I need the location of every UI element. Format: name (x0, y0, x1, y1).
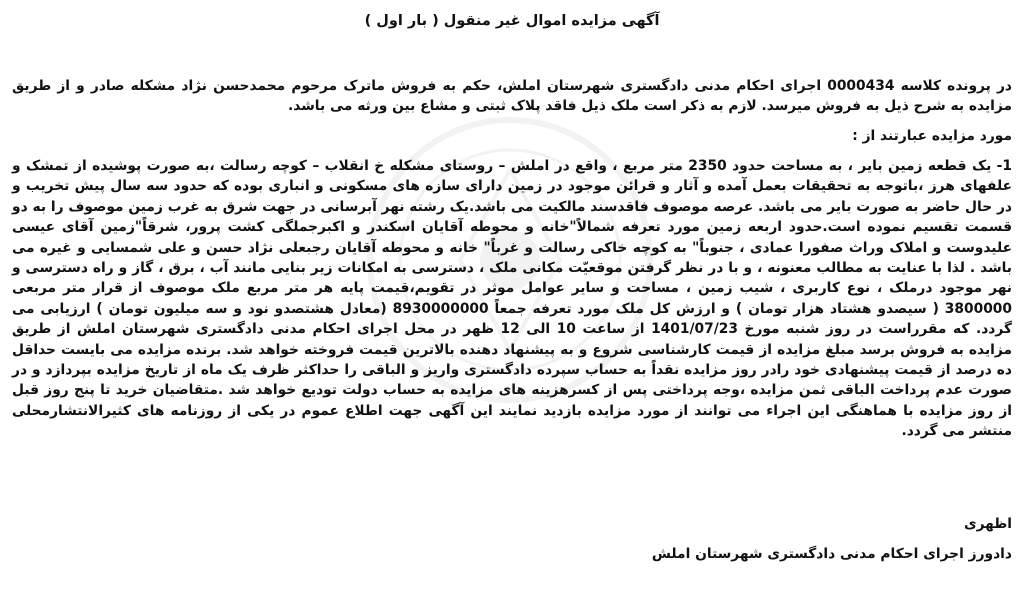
signature-title: دادورز اجرای احکام مدنی دادگستری شهرستان املش (651, 546, 1012, 562)
subject-heading: مورد مزایده عبارتند از : (852, 128, 1012, 144)
notice-intro: در پرونده کلاسه 0000434 اجرای احکام مدنی دادگستری شهرستان املش، حکم به فروش ماترک مرحوم محمدحسن نژاد مشکله صادر و از طریق مزایده به شرح ذیل به فروش میرسد. لازم به ذکر است ملک ذیل فاقد پلاک ثبتی و مشاع بین ورثه می باشد. (12, 78, 1012, 114)
notice-body: 1- یک قطعه زمین بایر ، به مساحت حدود 2350 متر مربع ، واقع در املش – روستای مشکله خ انقلاب – کوچه رسالت ،به صورت پوشیده از تمشک و علفهای هرز ،باتوجه به تحقیقات بعمل آمده و آثار و قرائن موجود در زمین دارای سازه های مسکونی و انباری بوده که حدود سه سال پیش تخریب و در حال حاضر به صورت بایر می باشد. عرصه موصوف فاقدسند مالکیت می باشد.یک رشته نهر آبرسانی در جهت شرق به غرب زمین موصوف را به دو قسمت تقسیم نموده است.حدود اربعه زمین مورد تعرفه شمالاً"خانه و محوطه آقایان اسکندر و اکبرجملگی کشت پرور، شرقاً"زمین آقای عیسی علیدوست و املاک وراث صفورا عمادی ، جنوباً" به کوچه خاکی رسالت و غرباً" خانه و محوطه آقایان رجبعلی نژاد حسن و علی شمسایی و غیره می باشد . لذا با عنایت به مطالب معنونه ، و با در نظر گرفتن موقعیّت مکانی ملک ، دسترسی به امکانات زیر بنایی مانند آب ، برق ، گاز و راه دسترسی و نهر موجود درملک ، نوع کاربری ، شیب زمین ، مساحت و سایر عوامل موثر در تقویم،قیمت پایه هر متر مربع ملک موصوف از قرار متر مربعی 3800000 ( سیصدو هشتاد هزار تومان ) و ارزش کل ملک مورد تعرفه جمعاً 8930000000 (معادل هشتصدو نود و سه میلیون تومان ) ارزیابی می گردد. که مقرراست در روز شنبه مورخ 1401/07/23 از ساعت 10 الی 12 ظهر در محل اجرای احکام مدنی دادگستری شهرستان املش از طریق مزایده به فروش برسد مبلغ مزایده از قیمت کارشناسی شروع و به پیشنهاد دهنده بالاترین قیمت فروخته خواهد شد. برنده مزایده می بایست حداقل ده درصد از قیمت پیشنهادی خود رادر روز مزایده نقداً به حساب سپرده دادگستری واریز و الباقی را حداکثر ظرف یک ماه از تاریخ مزایده بپردازد و در صورت عدم پرداخت الباقی ثمن مزایده ،وجه پرداختی پس از کسرهزینه های مزایده به حساب دولت تودیع خواهد شد .متقاضیان خرید تا پنج روز قبل از روز مزایده با هماهنگی این اجراء می توانند از مورد مزایده بازدید نمایند این آگهی جهت اطلاع عموم در یکی از روزنامه های کثیرالانتشارمحلی منتشر می گردد. (12, 158, 1012, 440)
signature-name: اظهری (963, 516, 1012, 532)
notice-title: آگهی مزایده اموال غیر منقول ( بار اول ) (364, 13, 660, 29)
signature-block (652, 514, 1012, 564)
